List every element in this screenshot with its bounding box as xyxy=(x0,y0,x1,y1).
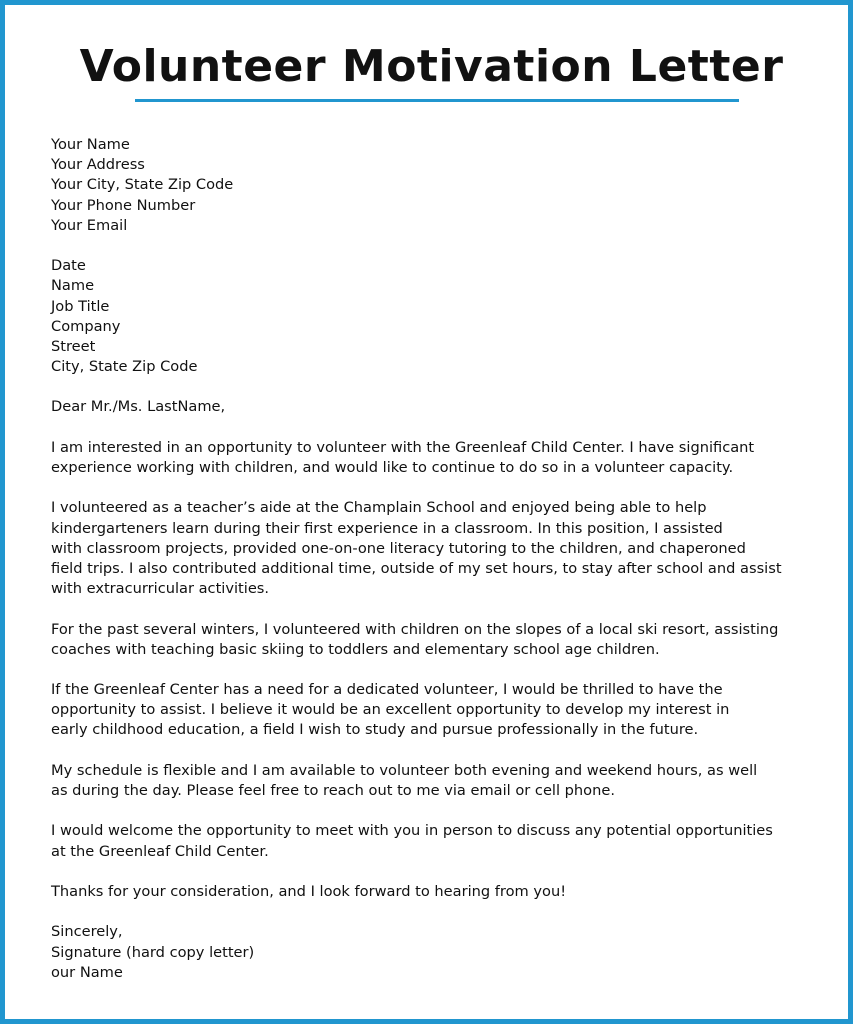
paragraph-line: kindergarteners learn during their first experience in a classroom. In this position, I assisted xyxy=(51,519,723,537)
sender-name: Your Name xyxy=(51,136,130,153)
letter-body xyxy=(51,135,811,983)
salutation: Dear Mr./Ms. LastName, xyxy=(51,398,226,416)
paragraph-7 xyxy=(51,882,811,902)
paragraph-line: If the Greenleaf Center has a need for a dedicated volunteer, I would be thrilled to have the xyxy=(51,681,723,699)
sender-address: Your Address xyxy=(51,156,145,174)
paragraph-line: with extracurricular activities. xyxy=(51,580,270,598)
paragraph-line: My schedule is flexible and I am available to volunteer both evening and weekend hours, as well xyxy=(51,761,758,779)
recipient-block xyxy=(51,256,811,377)
paragraph-line: I volunteered as a teacher’s aide at the Champlain School and enjoyed being able to help xyxy=(51,499,707,517)
paragraph-line: as during the day. Please feel free to reach out to me via email or cell phone. xyxy=(51,782,615,799)
paragraph-3 xyxy=(51,620,811,660)
page-title: Volunteer Motivation Letter xyxy=(79,41,784,92)
paragraph-line: field trips. I also contributed additional time, outside of my set hours, to stay after school and assist xyxy=(51,559,782,577)
paragraph-line: coaches with teaching basic skiing to toddlers and elementary school age children. xyxy=(51,640,660,658)
sender-city-state-zip: Your City, State Zip Code xyxy=(51,176,234,194)
paragraph-2 xyxy=(51,498,811,599)
paragraph-4 xyxy=(51,680,811,741)
sender-phone: Your Phone Number xyxy=(51,196,196,214)
recipient-city-state-zip: City, State Zip Code xyxy=(51,358,198,376)
paragraph-line: with classroom projects, provided one-on-one literacy tutoring to the children, and chaperoned xyxy=(51,539,746,557)
paragraph-line: opportunity to assist. I believe it would be an excellent opportunity to develop my interest in xyxy=(51,701,730,719)
paragraph-line: experience working with children, and would like to continue to do so in a volunteer capacity. xyxy=(51,459,734,476)
sender-email: Your Email xyxy=(51,216,128,234)
paragraph-line: I am interested in an opportunity to volunteer with the Greenleaf Child Center. I have significant xyxy=(51,438,755,456)
signature-line: Signature (hard copy letter) xyxy=(51,943,255,961)
paragraph-line: early childhood education, a field I wish to study and pursue professionally in the future. xyxy=(51,721,699,739)
paragraph-line: For the past several winters, I volunteered with children on the slopes of a local ski resort, assisting xyxy=(51,620,779,638)
paragraph-5 xyxy=(51,761,811,801)
recipient-name: Name xyxy=(51,277,95,295)
closing-name: our Name xyxy=(51,963,123,981)
recipient-job-title: Job Title xyxy=(51,297,110,315)
paragraph-line: I would welcome the opportunity to meet with you in person to discuss any potential opportunities xyxy=(51,822,773,840)
paragraph-1 xyxy=(51,438,811,478)
paragraph-line: at the Greenleaf Child Center. xyxy=(51,842,269,860)
paragraph-line: Thanks for your consideration, and I look forward to hearing from you! xyxy=(51,882,567,900)
recipient-company: Company xyxy=(51,317,121,335)
valediction: Sincerely, xyxy=(51,923,123,941)
paragraph-6 xyxy=(51,821,811,861)
letter-date: Date xyxy=(51,257,86,275)
sender-block xyxy=(51,135,811,236)
recipient-street: Street xyxy=(51,337,96,355)
closing-block xyxy=(51,922,811,983)
title-underline xyxy=(135,99,739,102)
